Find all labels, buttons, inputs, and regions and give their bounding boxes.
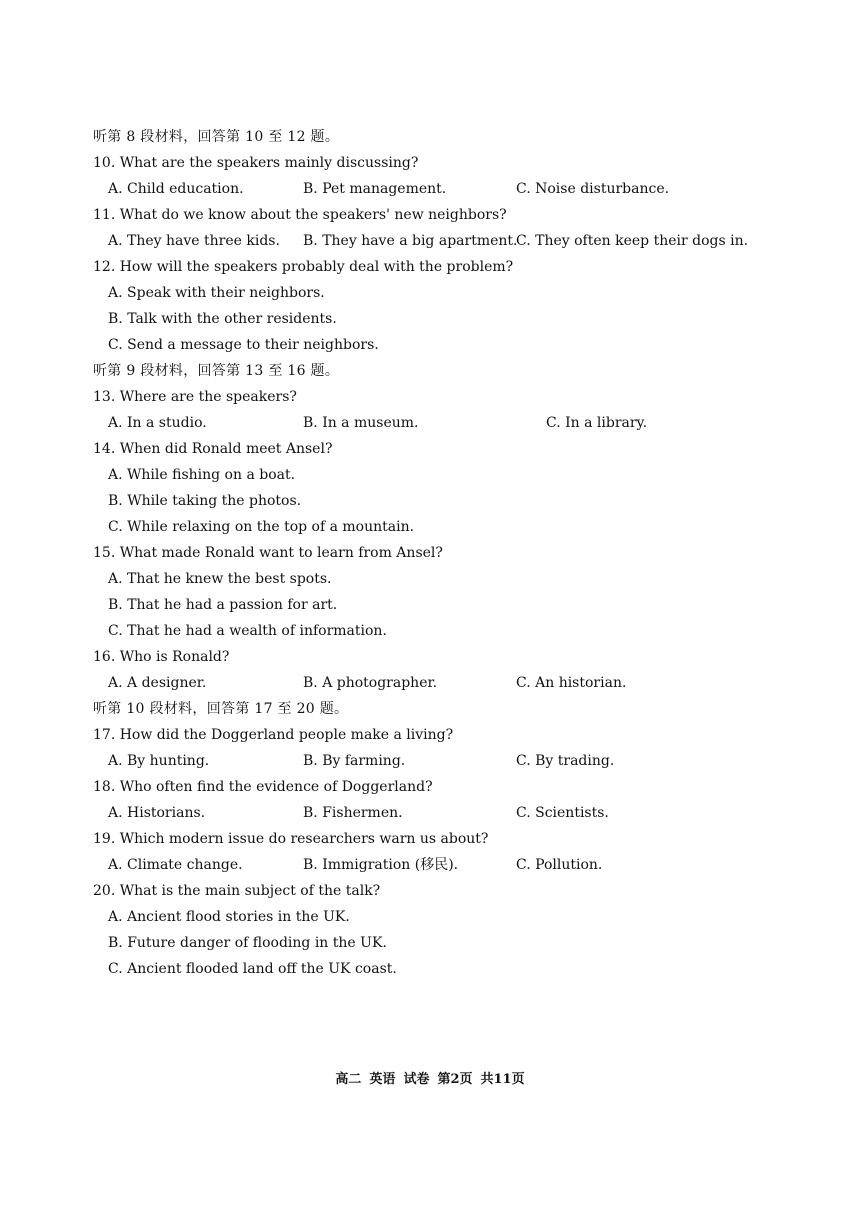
question-13-options [93,410,793,436]
question-11-stem: 11. What do we know about the speakers' new neighbors? [93,207,507,223]
question-20-option-b: B. Future danger of flooding in the UK. [108,935,387,951]
question-17-option-c: C. By trading. [516,753,615,769]
question-18-options [93,800,793,826]
footer-page-number: 第2页 [437,1072,473,1087]
question-13-option-c: C. In a library. [546,415,648,431]
question-15-option-b: B. That he had a passion for art. [108,597,338,613]
question-17-option-a: A. By hunting. [108,753,210,769]
footer-subject: 英语 [369,1072,396,1087]
question-15-option-c: C. That he had a wealth of information. [108,623,387,639]
question-20-option-c: C. Ancient flooded land off the UK coast. [108,961,397,977]
question-15-stem: 15. What made Ronald want to learn from Ansel? [93,545,443,561]
question-10-stem: 10. What are the speakers mainly discussing? [93,155,419,171]
question-20-stem: 20. What is the main subject of the talk? [93,883,381,899]
question-13-option-b: B. In a museum. [303,415,419,431]
question-18-option-c: C. Scientists. [516,805,609,821]
question-19-option-b: B. Immigration (移民). [303,857,459,873]
question-11-option-c: C. They often keep their dogs in. [516,233,749,249]
question-10-option-b: B. Pet management. [303,181,447,197]
question-19-option-a: A. Climate change. [108,857,243,873]
question-16-option-c: C. An historian. [516,675,627,691]
question-16-option-a: A. A designer. [108,675,207,691]
question-15-option-a: A. That he knew the best spots. [108,571,332,587]
question-17-stem: 17. How did the Doggerland people make a living? [93,727,454,743]
question-13-stem: 13. Where are the speakers? [93,389,297,405]
section-header-10: 听第 10 段材料，回答第 17 至 20 题。 [93,701,349,717]
question-12-stem: 12. How will the speakers probably deal with the problem? [93,259,514,275]
question-14-stem: 14. When did Ronald meet Ansel? [93,441,333,457]
question-14-option-a: A. While fishing on a boat. [108,467,296,483]
question-19-stem: 19. Which modern issue do researchers warn us about? [93,831,489,847]
listening-section [93,124,793,982]
question-12-option-b: B. Talk with the other residents. [108,311,337,327]
question-12-option-a: A. Speak with their neighbors. [108,285,325,301]
question-18-stem: 18. Who often find the evidence of Doggerland? [93,779,433,795]
section-header-9: 听第 9 段材料，回答第 13 至 16 题。 [93,363,340,379]
question-17-options [93,748,793,774]
question-19-options [93,852,793,878]
question-16-option-b: B. A photographer. [303,675,438,691]
page-footer [0,1068,860,1087]
question-13-option-a: A. In a studio. [108,415,207,431]
question-18-option-a: A. Historians. [108,805,206,821]
footer-total-pages: 共11页 [480,1072,525,1087]
question-11-options [93,228,793,254]
question-14-option-c: C. While relaxing on the top of a mountain. [108,519,415,535]
footer-grade: 高二 [335,1072,362,1087]
question-18-option-b: B. Fishermen. [303,805,403,821]
section-header-8: 听第 8 段材料，回答第 10 至 12 题。 [93,129,340,145]
question-10-option-c: C. Noise disturbance. [516,181,670,197]
question-10-options [93,176,793,202]
question-11-option-b: B. They have a big apartment. [303,233,518,249]
question-12-option-c: C. Send a message to their neighbors. [108,337,379,353]
question-14-option-b: B. While taking the photos. [108,493,302,509]
question-20-option-a: A. Ancient flood stories in the UK. [108,909,350,925]
footer-paper: 试卷 [403,1072,430,1087]
question-16-stem: 16. Who is Ronald? [93,649,230,665]
question-19-option-c: C. Pollution. [516,857,603,873]
question-11-option-a: A. They have three kids. [108,233,280,249]
question-17-option-b: B. By farming. [303,753,406,769]
question-10-option-a: A. Child education. [108,181,244,197]
question-16-options [93,670,793,696]
